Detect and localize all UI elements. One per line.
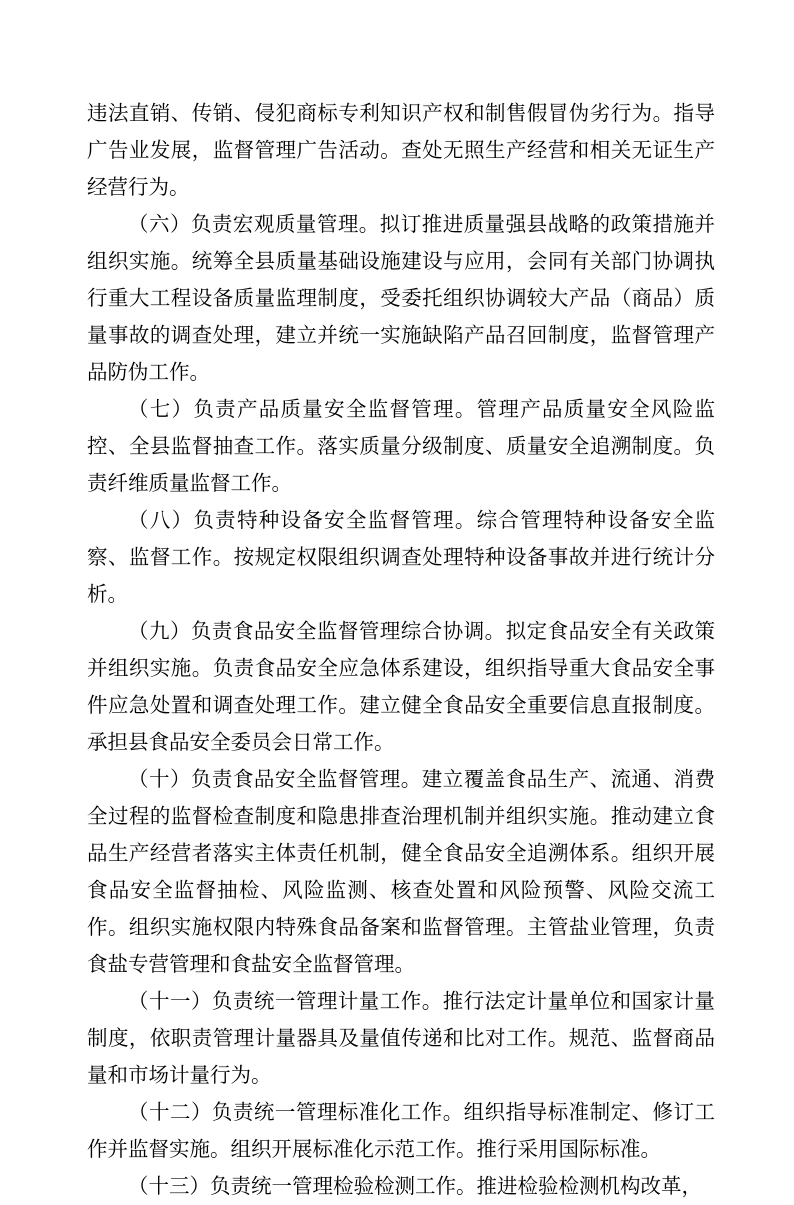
paragraph-item-10: （十）负责食品安全监督管理。建立覆盖食品生产、流通、消费全过程的监督检查制度和隐患排查治理机制并组织实施。推动建立食品生产经营者落实主体责任机制，健全食品安全追溯体系。组织开展食品安全监督抽检、风险监测、核查处置和风险预警、风险交流工作。组织实施权限内特殊食品备案和监督管理。主管盐业管理，负责食盐专营管理和食盐安全监督管理。 <box>87 767 715 976</box>
paragraph-item-13: （十三）负责统一管理检验检测工作。推进检验检测机构改革， <box>128 1174 702 1198</box>
paragraph-continued: 违法直销、传销、侵犯商标专利知识产权和制售假冒伪劣行为。指导广告业发展，监督管理广告活动。查处无照生产经营和相关无证生产经营行为。 <box>87 101 715 199</box>
document-page <box>87 95 715 1205</box>
paragraph-item-8: （八）负责特种设备安全监督管理。综合管理特种设备安全监察、监督工作。按规定权限组织调查处理特种设备事故并进行统计分析。 <box>87 508 715 606</box>
paragraph-item-12: （十二）负责统一管理标准化工作。组织指导标准制定、修订工作并监督实施。组织开展标准化示范工作。推行采用国际标准。 <box>87 1100 715 1161</box>
paragraph-item-7: （七）负责产品质量安全监督管理。管理产品质量安全风险监控、全县监督抽查工作。落实质量分级制度、质量安全追溯制度。负责纤维质量监督工作。 <box>87 397 715 495</box>
paragraph-item-9: （九）负责食品安全监督管理综合协调。拟定食品安全有关政策并组织实施。负责食品安全应急体系建设，组织指导重大食品安全事件应急处置和调查处理工作。建立健全食品安全重要信息直报制度。承担县食品安全委员会日常工作。 <box>87 619 715 754</box>
paragraph-item-11: （十一）负责统一管理计量工作。推行法定计量单位和国家计量制度，依职责管理计量器具及量值传递和比对工作。规范、监督商品量和市场计量行为。 <box>87 989 715 1087</box>
paragraph-item-6: （六）负责宏观质量管理。拟订推进质量强县战略的政策措施并组织实施。统筹全县质量基础设施建设与应用，会同有关部门协调执行重大工程设备质量监理制度，受委托组织协调较大产品（商品）质量事故的调查处理，建立并统一实施缺陷产品召回制度，监督管理产品防伪工作。 <box>87 212 715 384</box>
